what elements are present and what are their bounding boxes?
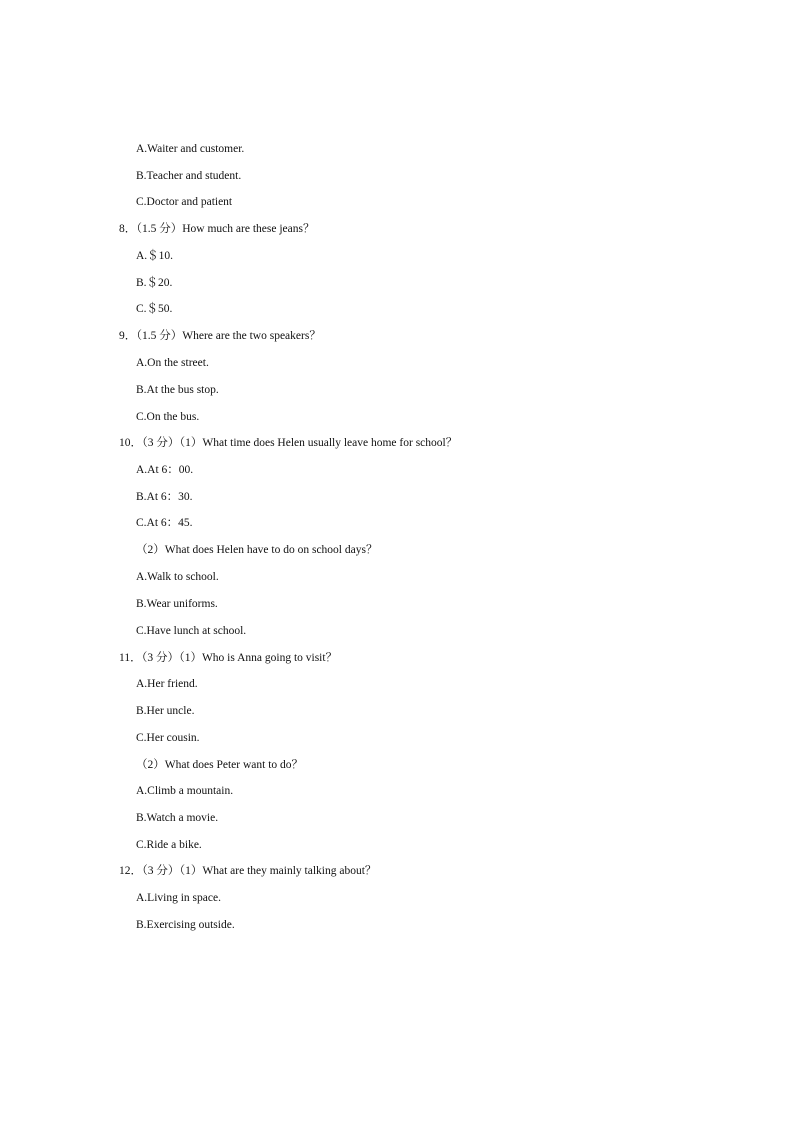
option-line: A.On the street. bbox=[136, 357, 209, 369]
option-line: A.Walk to school. bbox=[136, 571, 219, 583]
option-line: B.Teacher and student. bbox=[136, 170, 242, 182]
option-line: A.At 6：00. bbox=[136, 464, 194, 476]
option-line: B.At 6：30. bbox=[136, 491, 193, 503]
option-line: B.At the bus stop. bbox=[136, 384, 219, 396]
option-line: B.Her uncle. bbox=[136, 705, 195, 717]
question-line: 9．（1.5 分）Where are the two speakers？ bbox=[119, 330, 321, 342]
option-line: C.At 6：45. bbox=[136, 517, 193, 529]
option-line: C.Her cousin. bbox=[136, 732, 200, 744]
option-line: B.＄20. bbox=[136, 277, 173, 289]
option-line: A.Climb a mountain. bbox=[136, 785, 234, 797]
option-line: A.Living in space. bbox=[136, 892, 221, 904]
option-line: B.Watch a movie. bbox=[136, 812, 219, 824]
option-line: C.Have lunch at school. bbox=[136, 625, 247, 637]
option-line: A.Waiter and customer. bbox=[136, 143, 245, 155]
option-line: C.On the bus. bbox=[136, 411, 200, 423]
question-line: 11．（3 分）（1）Who is Anna going to visit？ bbox=[119, 652, 338, 664]
subquestion-line: （2）What does Peter want to do？ bbox=[136, 759, 304, 771]
option-line: A.＄10. bbox=[136, 250, 174, 262]
question-line: 8．（1.5 分）How much are these jeans？ bbox=[119, 223, 315, 235]
option-line: B.Exercising outside. bbox=[136, 919, 235, 931]
option-line: C.Ride a bike. bbox=[136, 839, 202, 851]
option-line: C.Doctor and patient bbox=[136, 196, 233, 208]
subquestion-line: （2）What does Helen have to do on school days？ bbox=[136, 544, 378, 556]
question-line: 10．（3 分）（1）What time does Helen usually leave home for school？ bbox=[119, 437, 458, 449]
option-line: C.＄50. bbox=[136, 303, 173, 315]
option-line: B.Wear uniforms. bbox=[136, 598, 218, 610]
question-line: 12．（3 分）（1）What are they mainly talking about？ bbox=[119, 865, 377, 877]
option-line: A.Her friend. bbox=[136, 678, 198, 690]
